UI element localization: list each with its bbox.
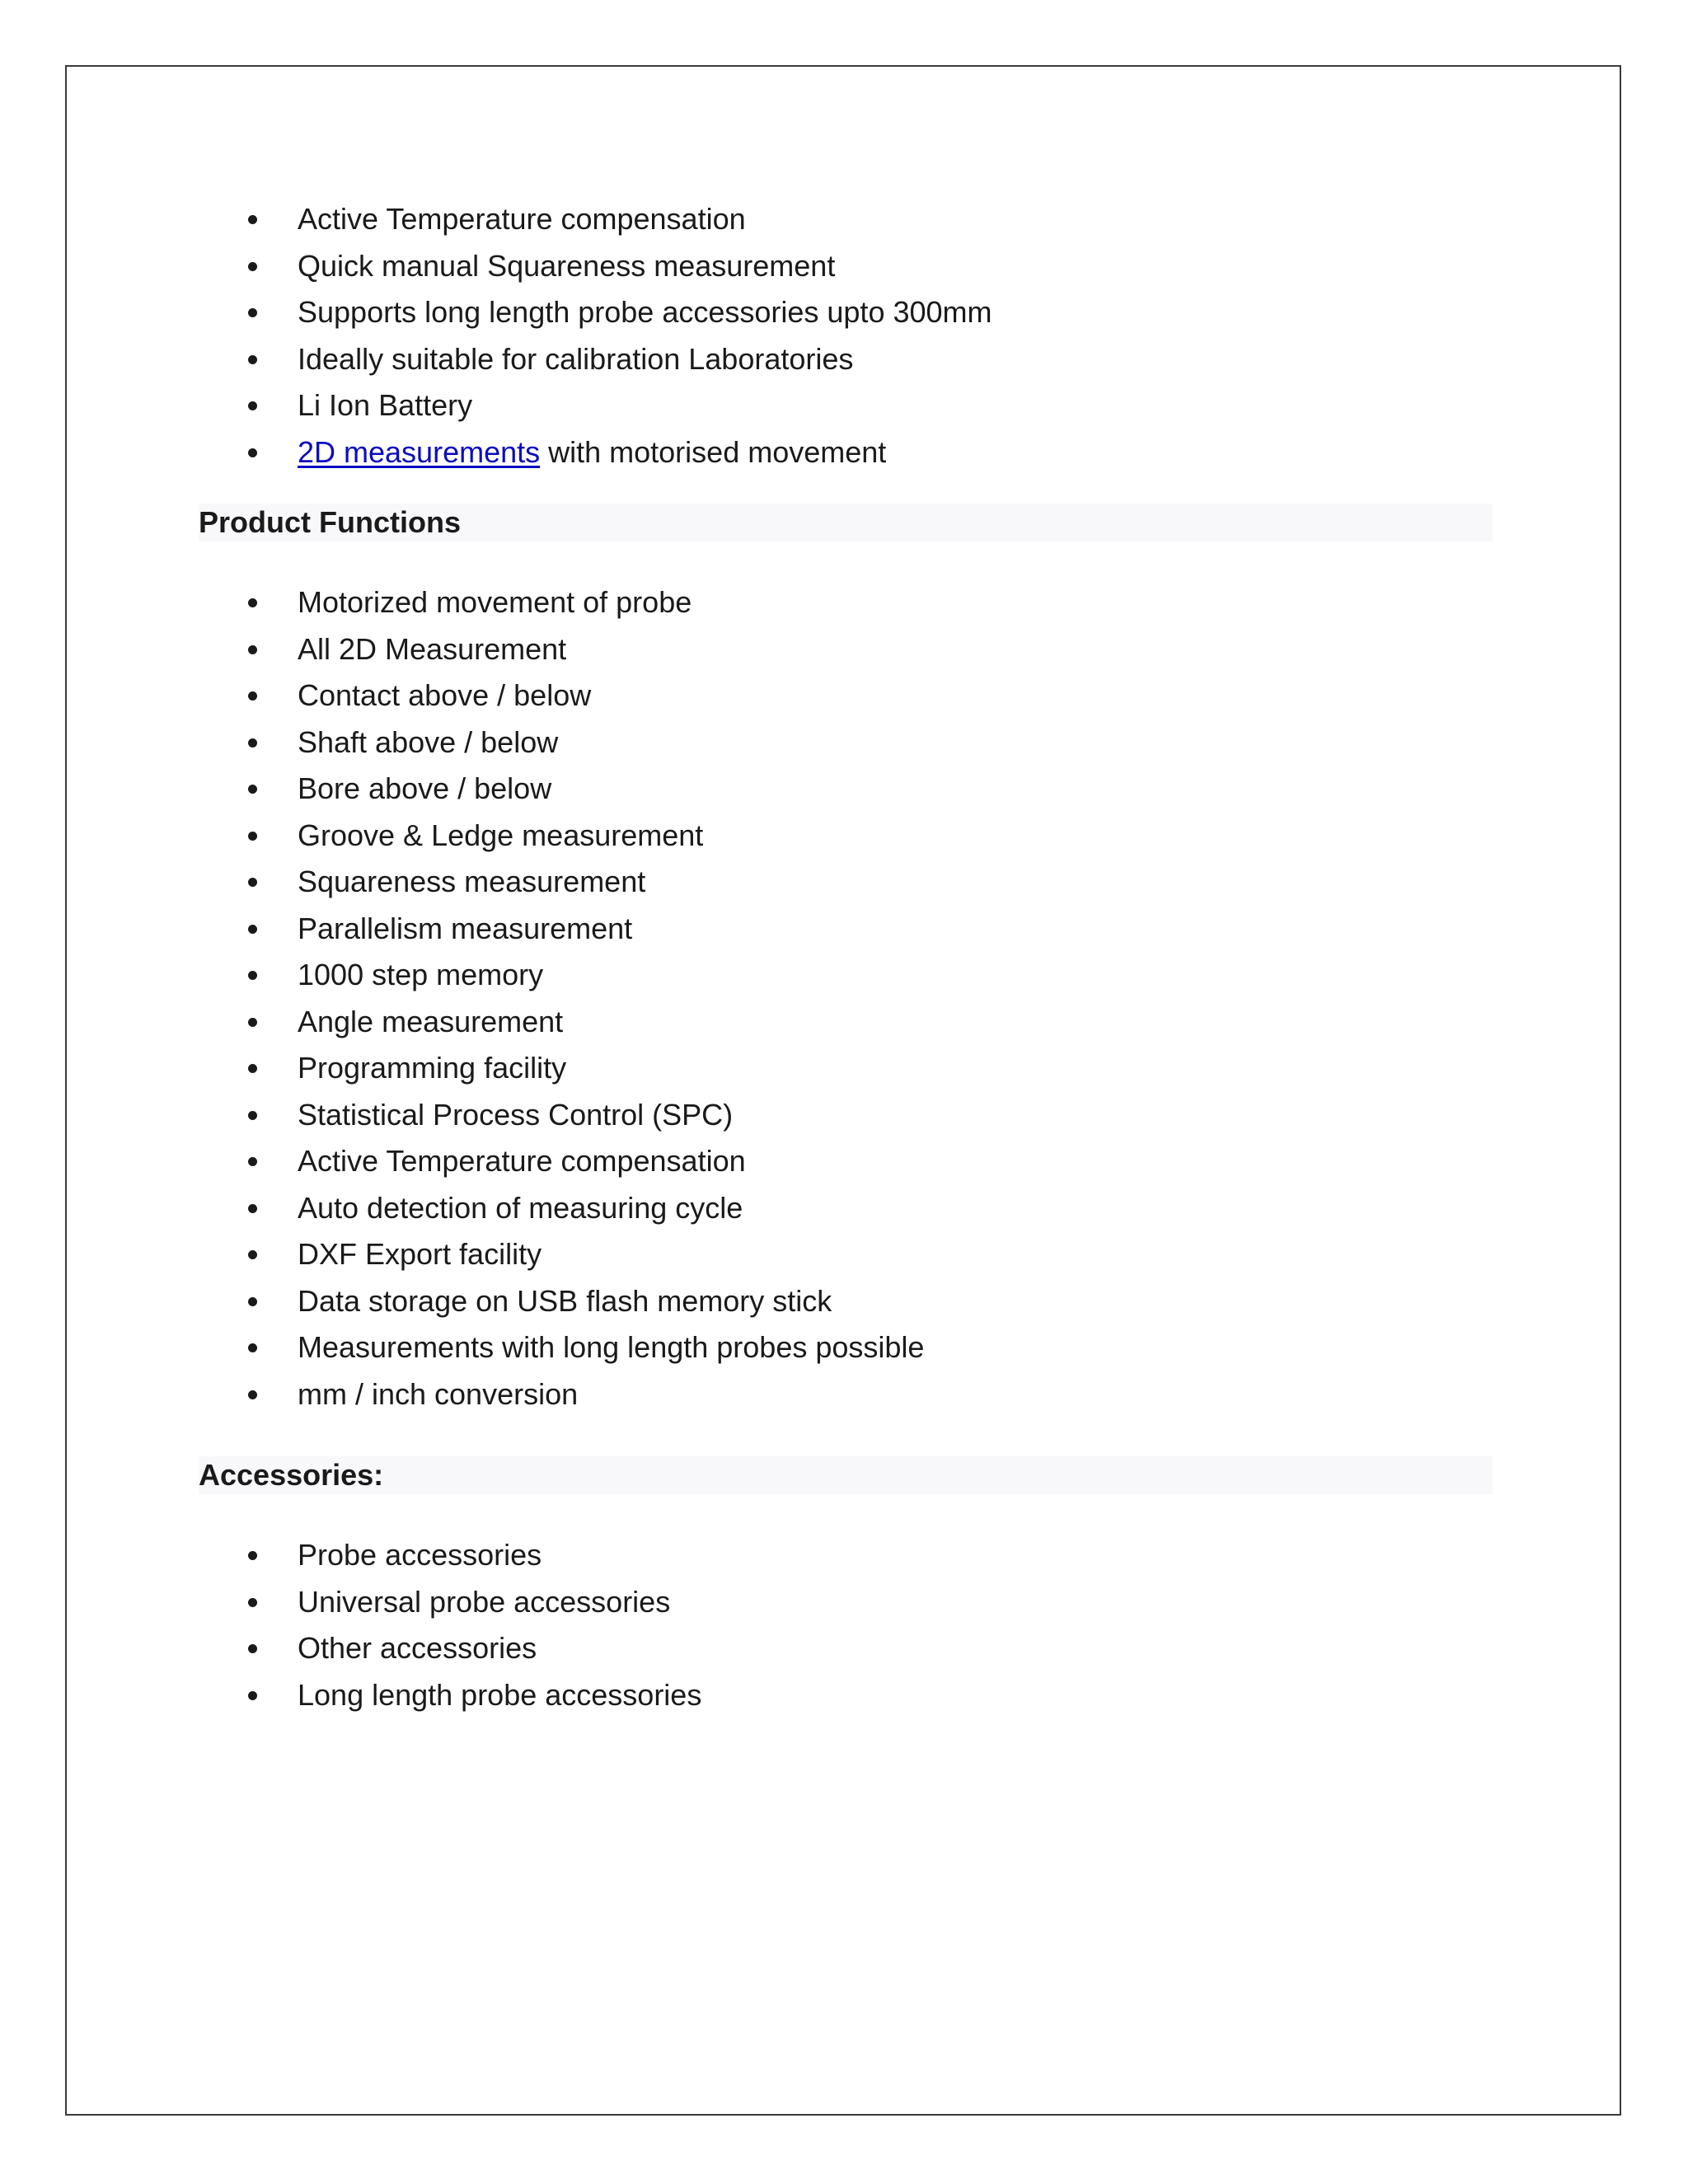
- bullet-icon: [248, 1598, 257, 1607]
- bullet-icon: [248, 448, 257, 457]
- bullet-icon: [248, 1691, 257, 1700]
- list-item-text: Motorized movement of probe: [298, 585, 692, 619]
- list-item-text: Angle measurement: [298, 1004, 564, 1038]
- product-functions-list: [199, 579, 1493, 1418]
- bullet-icon: [248, 1064, 257, 1073]
- list-item-text: Auto detection of measuring cycle: [298, 1190, 743, 1225]
- list-item: [199, 1092, 1493, 1139]
- bullet-icon: [248, 1297, 257, 1306]
- list-item: [199, 626, 1493, 673]
- accessories-list: [199, 1532, 1493, 1718]
- bullet-icon: [248, 355, 257, 364]
- list-item-text: Supports long length probe accessories upto 300mm: [298, 295, 992, 329]
- bullet-icon: [248, 691, 257, 701]
- list-item: [199, 1579, 1493, 1626]
- feature-list: [199, 196, 1493, 476]
- list-item-text: Measurements with long length probes possible: [298, 1330, 925, 1364]
- list-item: [199, 952, 1493, 999]
- bullet-icon: [248, 1343, 257, 1352]
- list-item-text: Ideally suitable for calibration Laboratories: [298, 341, 854, 376]
- list-item: [199, 859, 1493, 906]
- bullet-icon: [248, 215, 257, 224]
- list-item-text: Parallelism measurement: [298, 911, 633, 945]
- list-item: [199, 906, 1493, 953]
- bullet-icon: [248, 401, 257, 410]
- list-item-text: Universal probe accessories: [298, 1584, 671, 1619]
- list-item: [199, 289, 1493, 336]
- accessories-heading: Accessories:: [199, 1456, 1493, 1494]
- bullet-icon: [248, 832, 257, 841]
- list-item-text: All 2D Measurement: [298, 631, 567, 666]
- bullet-icon: [248, 1250, 257, 1259]
- 2d-measurements-link[interactable]: 2D measurements: [298, 434, 541, 469]
- bullet-icon: [248, 1644, 257, 1653]
- list-item: [199, 1045, 1493, 1092]
- list-item: [199, 813, 1493, 860]
- bullet-icon: [248, 1111, 257, 1120]
- list-item-text: Squareness measurement: [298, 865, 646, 898]
- list-item-text: Active Temperature compensation: [298, 1144, 746, 1178]
- list-item-text: Data storage on USB flash memory stick: [298, 1283, 832, 1318]
- bullet-icon: [248, 598, 257, 607]
- list-item-text: Probe accessories: [298, 1538, 542, 1572]
- list-item-text: Bore above / below: [298, 771, 552, 805]
- document-content: [199, 196, 1493, 1718]
- bullet-icon: [248, 738, 257, 748]
- bullet-icon: [248, 645, 257, 654]
- list-item: [199, 1371, 1493, 1418]
- list-item: [199, 1625, 1493, 1672]
- bullet-icon: [248, 1204, 257, 1213]
- list-item: [199, 243, 1493, 290]
- list-item-text: Statistical Process Control (SPC): [298, 1097, 734, 1132]
- bullet-icon: [248, 1018, 257, 1027]
- list-item: [199, 382, 1493, 429]
- list-item-text: Long length probe accessories: [298, 1677, 702, 1712]
- bullet-icon: [248, 1390, 257, 1399]
- list-item-text: mm / inch conversion: [298, 1376, 579, 1411]
- bullet-icon: [248, 262, 257, 271]
- list-item-text: Contact above / below: [298, 678, 592, 712]
- list-item: [199, 429, 1493, 476]
- list-item-text: Groove & Ledge measurement: [298, 818, 704, 852]
- list-item: [199, 1138, 1493, 1185]
- product-functions-heading: Product Functions: [199, 504, 1493, 541]
- list-item: [199, 1324, 1493, 1371]
- list-item: [199, 766, 1493, 813]
- list-item: [199, 336, 1493, 383]
- bullet-icon: [248, 308, 257, 317]
- list-item: [199, 196, 1493, 243]
- list-item-text: Quick manual Squareness measurement: [298, 248, 836, 283]
- list-item-text: Shaft above / below: [298, 724, 559, 759]
- list-item: [199, 1532, 1493, 1579]
- list-item: [199, 1672, 1493, 1719]
- list-item: [199, 1185, 1493, 1232]
- bullet-icon: [248, 785, 257, 794]
- list-item: [199, 673, 1493, 719]
- list-item-text: Li Ion Battery: [298, 388, 473, 422]
- list-item-text: Programming facility: [298, 1051, 567, 1085]
- list-item: [199, 719, 1493, 766]
- bullet-icon: [248, 925, 257, 934]
- list-item-text: Other accessories: [298, 1631, 537, 1665]
- list-item: [199, 1278, 1493, 1325]
- list-item-text: DXF Export facility: [298, 1237, 542, 1271]
- list-item-text: with motorised movement: [540, 434, 887, 469]
- bullet-icon: [248, 1157, 257, 1166]
- bullet-icon: [248, 971, 257, 980]
- list-item-text: 1000 step memory: [298, 958, 544, 991]
- bullet-icon: [248, 878, 257, 887]
- list-item: [199, 1231, 1493, 1278]
- list-item-text: Active Temperature compensation: [298, 202, 746, 236]
- bullet-icon: [248, 1551, 257, 1560]
- list-item: [199, 579, 1493, 626]
- list-item: [199, 999, 1493, 1046]
